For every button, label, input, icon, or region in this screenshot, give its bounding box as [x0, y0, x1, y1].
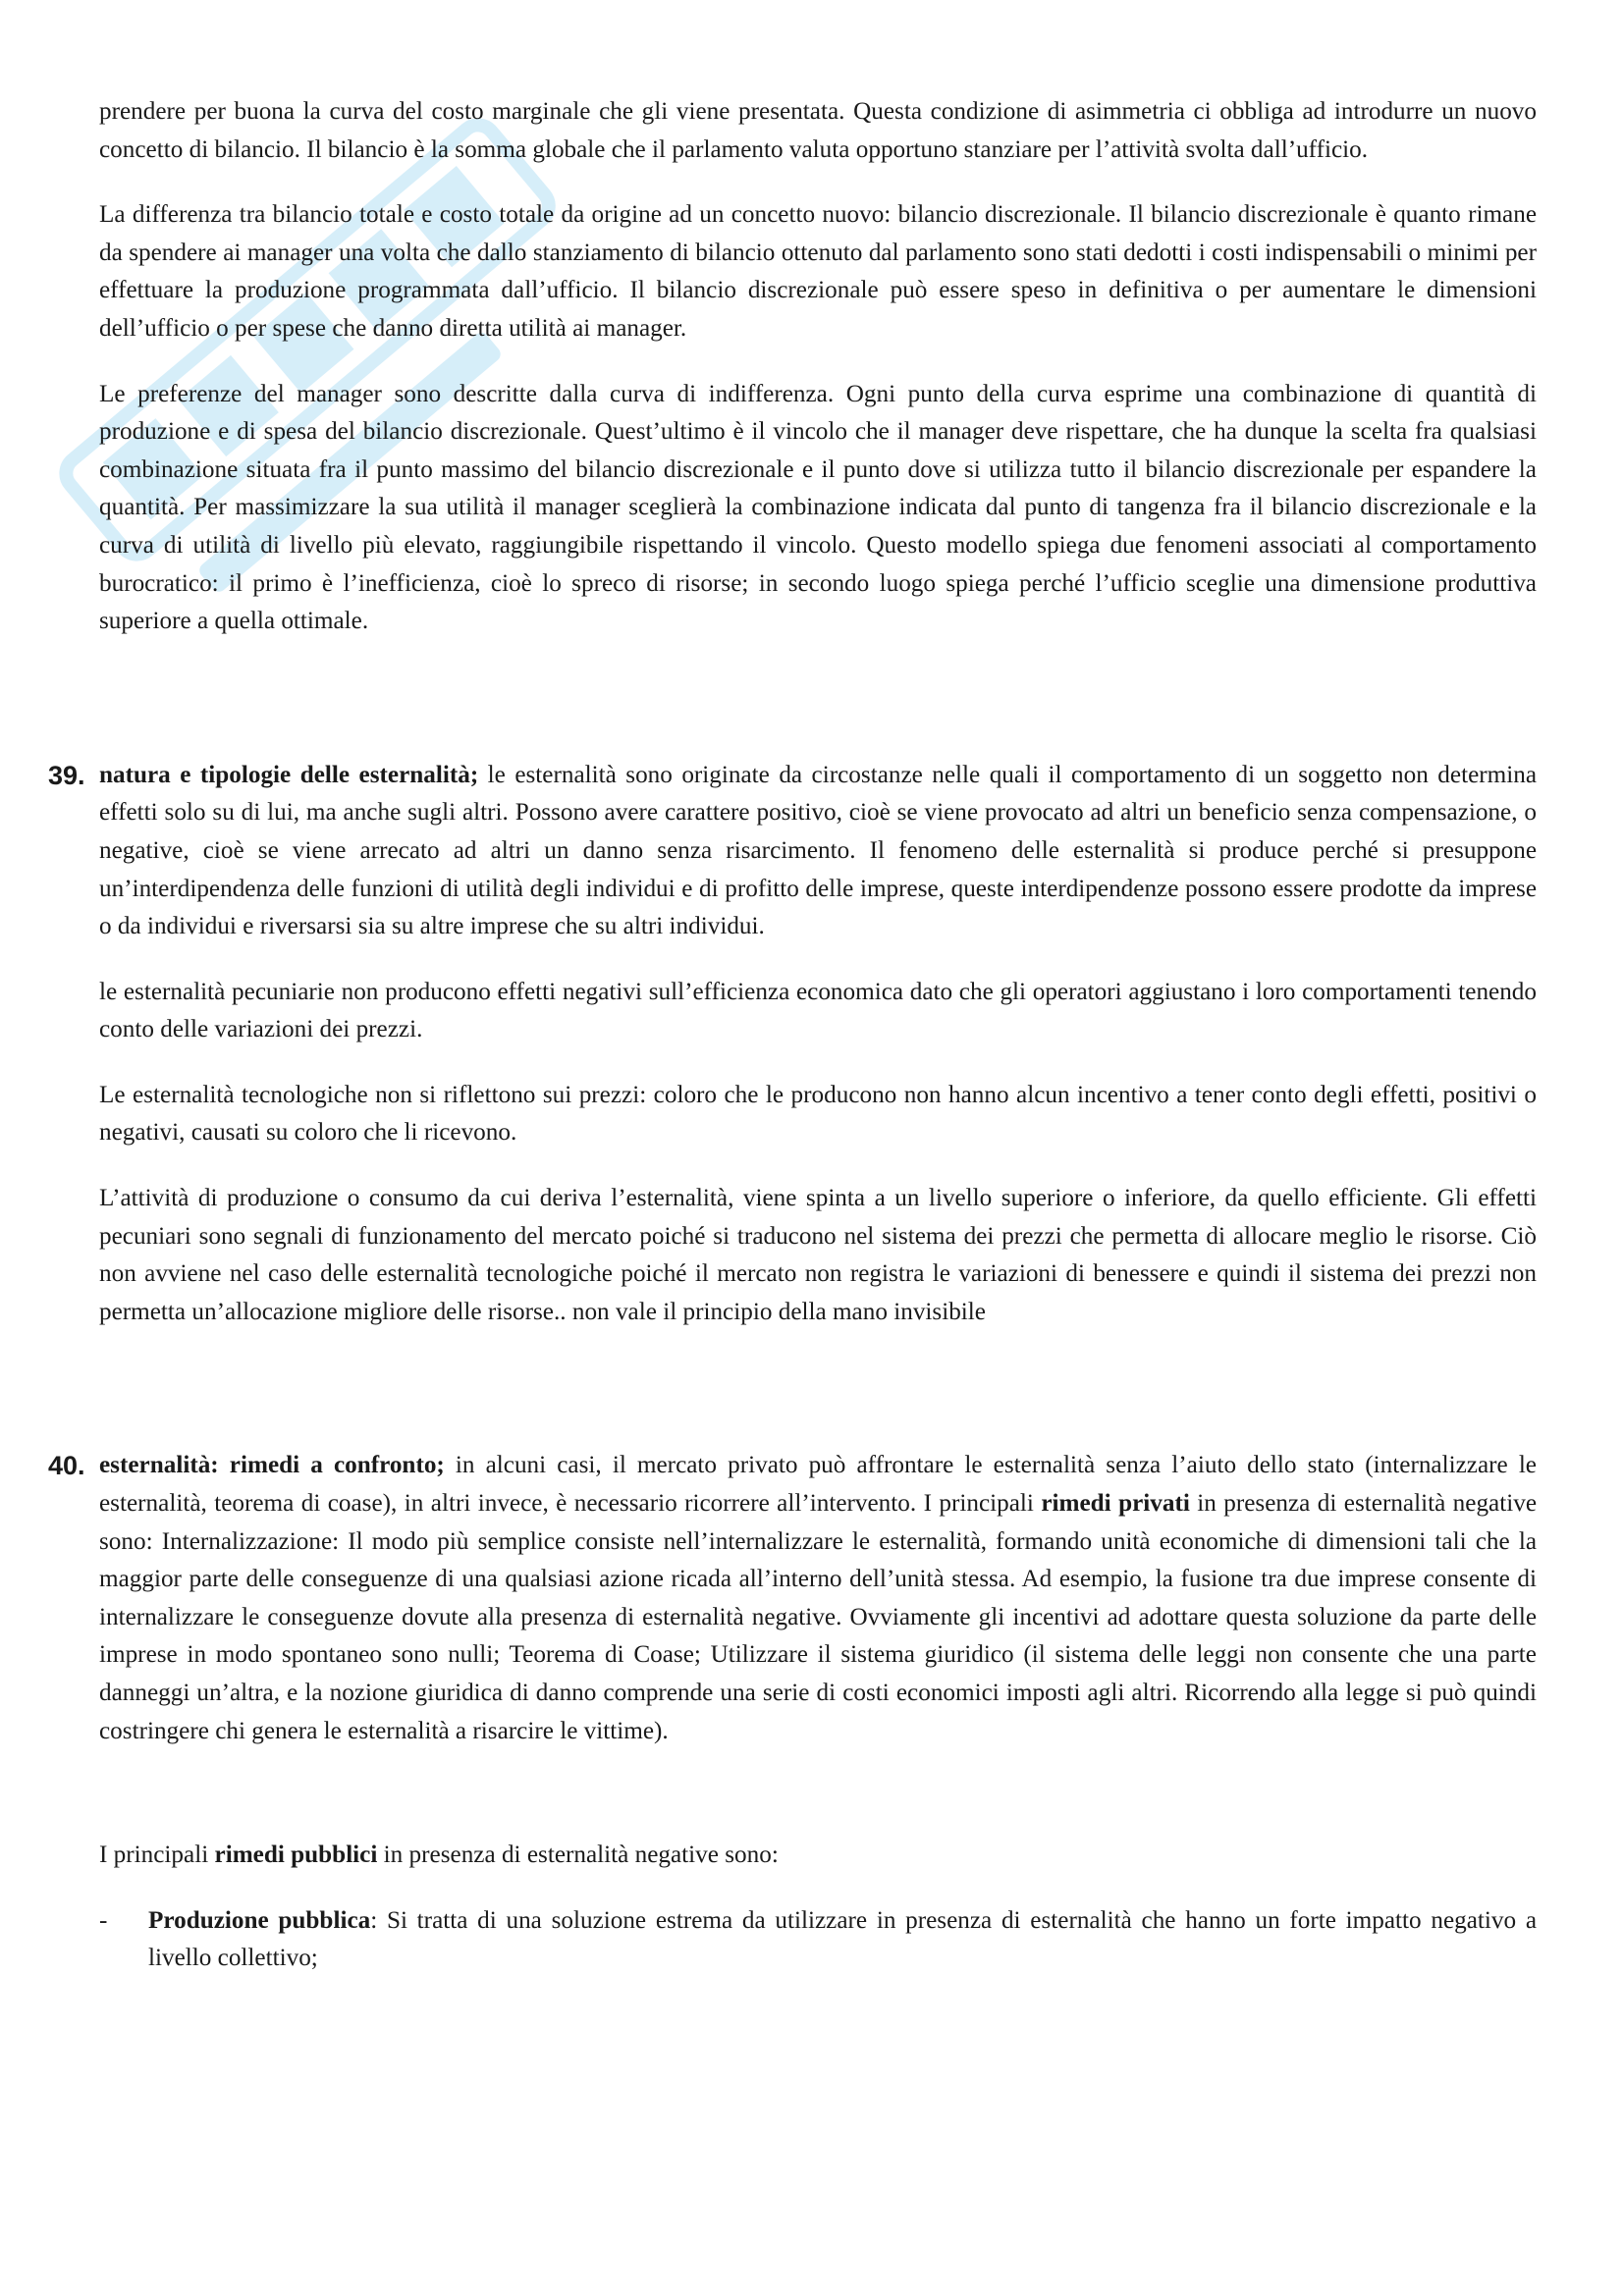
section-40-number: 40. [48, 1451, 85, 1481]
section-40-title: esternalità: rimedi a confronto; [99, 1452, 445, 1479]
list-item [99, 1902, 1537, 1978]
list-dash: - [99, 1906, 108, 1934]
public-text-b: in presenza di esternalità negative sono: [377, 1842, 779, 1869]
list-item-body: : Si tratta di una soluzione estrema da utilizzare in presenza di esternalità che hanno un forte impatto negativo a livello collettivo; [148, 1906, 1538, 1972]
list-item-bold: Produzione pubblica [148, 1906, 371, 1934]
section-39-text: le esternalità sono originate da circostanze nelle quali il comportamento di un soggetto non determina effetti solo su di lui, ma anche sugli altri. Possono avere carattere positivo, cioè se viene provocato ad altri un beneficio senza compensazione, o negative, cioè se viene arrecato ad altri un danno senza risarcimento. Il fenomeno delle esternalità si produce perché si presuppone un’interdipendenza delle funzioni di utilità degli individui e di profitto delle imprese, queste interdipendenze possono essere prodotte da imprese o da individui e riversarsi sia su altre imprese che su altri individui. [99, 761, 1537, 940]
section-39-paragraph-4: L’attività di produzione o consumo da cui deriva l’esternalità, viene spinta a un livello superiore o inferiore, da quello efficiente. Gli effetti pecuniari sono segnali di funzionamento del mercato poiché si traducono nel sistema dei prezzi che permetta di allocare meglio le risorse. Ciò non avviene nel caso delle esternalità tecnologiche poiché il mercato non registra le variazioni di benessere e quindi il sistema dei prezzi non permetta un’allocazione migliore delle risorse.. non vale il principio della mano invisibile [99, 1185, 1537, 1325]
paragraph-intro-3: Le preferenze del manager sono descritte dalla curva di indifferenza. Ogni punto della curva esprime una combinazione di quantità di produzione e di spesa del bilancio discrezionale. Quest’ultimo è il vincolo che il manager deve rispettare, che ha dunque la scelta fra qualsiasi combinazione situata fra il punto massimo del bilancio discrezionale e il punto dove si utilizza tutto il bilancio discrezionale per espandere la quantità. Per massimizzare la sua utilità il manager sceglierà la combinazione indicata dal punto di tangenza fra il bilancio discrezionale e la curva di utilità di livello più elevato, raggiungibile rispettando il vincolo. Questo modello spiega due fenomeni associati al comportamento burocratico: il primo è l’inefficienza, cioè lo spreco di risorse; in secondo luogo spiega perché l’ufficio sceglie una dimensione produttiva superiore a quella ottimale. [99, 380, 1537, 635]
section-39 [48, 757, 1537, 1332]
section-39-paragraph-2: le esternalità pecuniarie non producono effetti negativi sull’efficienza economica dato che gli operatori aggiustano i loro comportamenti tenendo conto delle variazioni dei prezzi. [99, 978, 1537, 1043]
section-40-paragraph-public [99, 1837, 1537, 1875]
paragraph-intro-1: prendere per buona la curva del costo marginale che gli viene presentata. Questa condizione di asimmetria ci obbliga ad introdurre un nuovo concetto di bilancio. Il bilancio è la somma globale che il parlamento valuta opportuno stanziare per l’attività svolta dall’ufficio. [99, 98, 1537, 163]
section-39-paragraph-3: Le esternalità tecnologiche non si riflettono sui prezzi: coloro che le producono non hanno alcun incentivo a tener conto degli effetti, positivi o negativi, causati su coloro che li ricevono. [99, 1081, 1537, 1147]
section-39-number: 39. [48, 760, 85, 790]
list-item-text [148, 1902, 1537, 1978]
section-39-paragraph-1 [99, 757, 1537, 946]
paragraph-intro-2: La differenza tra bilancio totale e costo totale da origine ad un concetto nuovo: bilancio discrezionale. Il bilancio discrezionale è quanto rimane da spendere ai manager una volta che dallo stanziamento di bilancio ottenuto dal parlamento sono stati dedotti i costi indispensabili o minimi per effettuare la produzione programmata dall’ufficio. Il bilancio discrezionale può essere speso in definitiva o per aumentare le dimensioni dell’ufficio o per spese che danno diretta utilità ai manager. [99, 201, 1537, 342]
rimedi-pubblici: rimedi pubblici [214, 1842, 378, 1869]
section-40 [48, 1447, 1538, 1978]
section-40-text-a: in alcuni casi, il mercato privato può affrontare le esternalità senza l’aiuto dello stato (internalizzare le esternalità, teorema di coase), in altri invece, è necessario ricorrere all’intervento. I principali [99, 1452, 1537, 1518]
section-40-text-b: in presenza di esternalità negative sono: Internalizzazione: Il modo più semplice consiste nell’internalizzare le esternalità, formando unità economiche di dimensioni tali che la maggior parte delle conseguenze di una qualsiasi azione ricada all’interno dell’unità stessa. Ad esempio, la fusione tra due imprese consente di internalizzare le conseguenze dovute alla presenza di esternalità negative. Ovviamente gli incentivi ad adottare questa soluzione da parte delle imprese in modo spontaneo sono nulli; Teorema di Coase; Utilizzare il sistema giuridico (il sistema delle leggi non consente che una parte danneggi un’altra, e la nozione giuridica di danno comprende una serie di costi economici imposti agli altri. Ricorrendo alla legge si può quindi costringere chi genera le esternalità a risarcire le vittime). [99, 1490, 1538, 1744]
public-text-a: I principali [99, 1842, 215, 1869]
document-page [48, 93, 1538, 1978]
rimedi-privati: rimedi privati [1041, 1490, 1190, 1518]
section-40-paragraph-1 [99, 1447, 1537, 1750]
section-39-title: natura e tipologie delle esternalità; [99, 761, 479, 788]
